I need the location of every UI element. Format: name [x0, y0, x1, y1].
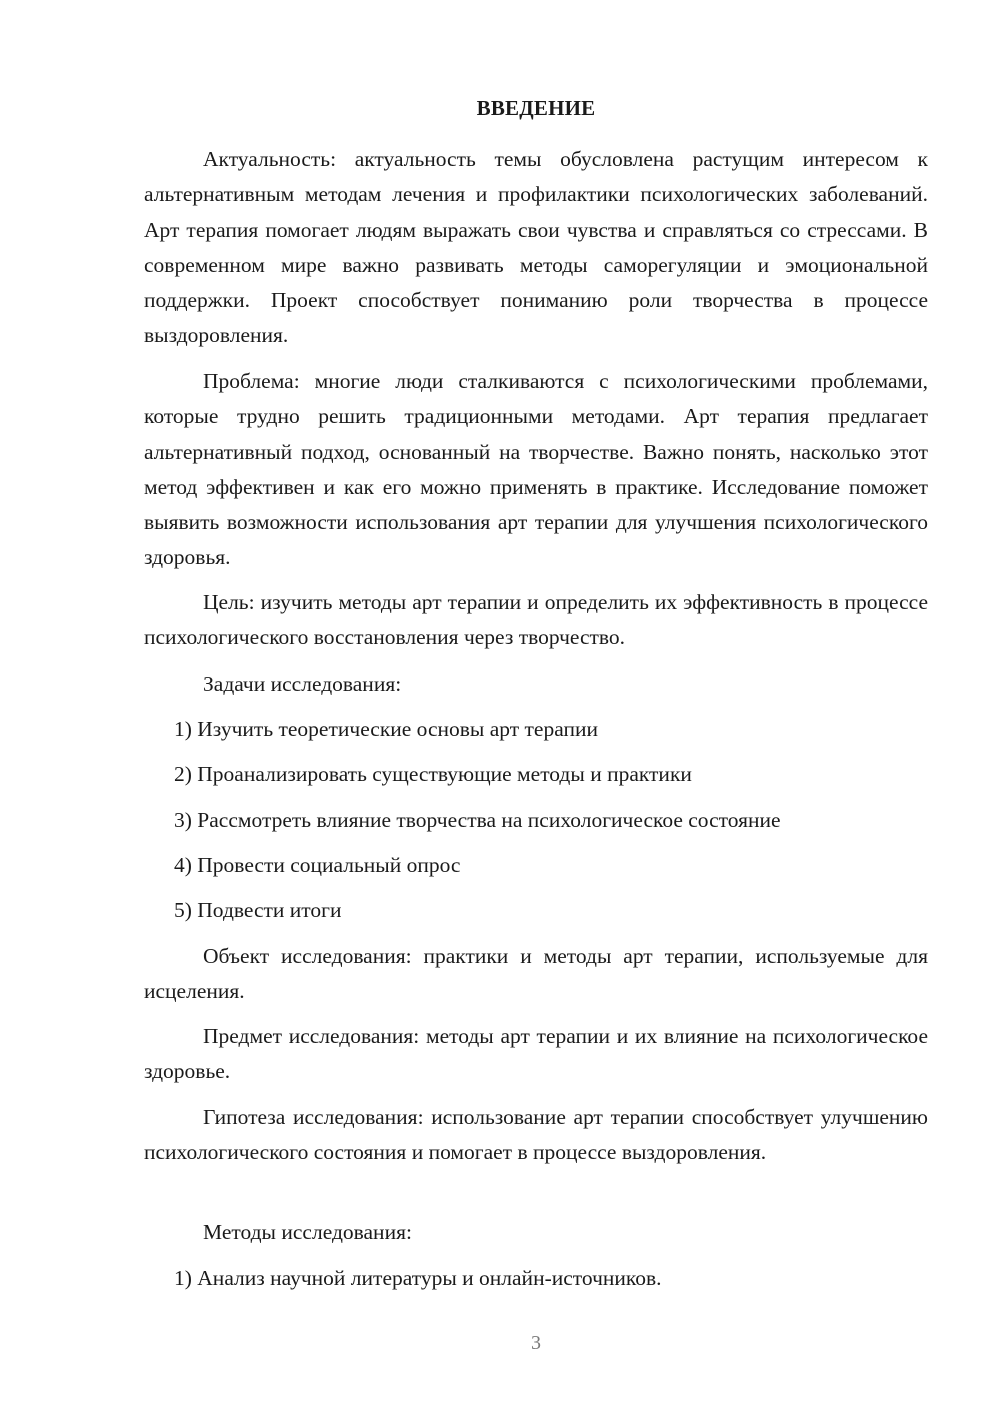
page-number: 3: [531, 1332, 541, 1354]
problem-paragraph: Проблема: многие люди сталкиваются с психологическими проблемами, которые трудно решить традиционными методами. Арт терапия предлагает альтернативный подход, основанный на творчестве. Важно понять, насколько этот метод эффективен и как его можно применять в практике. Исследование поможет выявить возможности использования арт терапии для улучшения психологического здоровья.: [144, 369, 928, 570]
task-item-2: 2) Проанализировать существующие методы и практики: [174, 762, 692, 786]
task-item-3: 3) Рассмотреть влияние творчества на психологическое состояние: [174, 808, 781, 832]
hypothesis-paragraph: Гипотеза исследования: использование арт терапии способствует улучшению психологического состояния и помогает в процессе выздоровления.: [144, 1105, 928, 1165]
method-item-1: 1) Анализ научной литературы и онлайн-источников.: [174, 1266, 662, 1290]
section-heading: ВВЕДЕНИЕ: [476, 96, 596, 120]
task-item-4: 4) Провести социальный опрос: [174, 853, 461, 877]
relevance-paragraph: Актуальность: актуальность темы обусловлена растущим интересом к альтернативным методам лечения и профилактики психологических заболеваний. Арт терапия помогает людям выражать свои чувства и справляться со стрессами. В современном мире важно развивать методы саморегуляции и эмоциональной поддержки. Проект способствует пониманию роли творчества в процессе выздоровления.: [144, 147, 928, 348]
methods-label: Методы исследования:: [203, 1220, 412, 1244]
tasks-label: Задачи исследования:: [203, 672, 402, 696]
goal-paragraph: Цель: изучить методы арт терапии и определить их эффективность в процессе психологического восстановления через творчество.: [144, 590, 928, 650]
task-item-1: 1) Изучить теоретические основы арт терапии: [174, 717, 598, 741]
task-item-5: 5) Подвести итоги: [174, 898, 342, 922]
subject-paragraph: Предмет исследования: методы арт терапии и их влияние на психологическое здоровье.: [144, 1024, 928, 1084]
object-paragraph: Объект исследования: практики и методы арт терапии, используемые для исцеления.: [144, 944, 928, 1004]
